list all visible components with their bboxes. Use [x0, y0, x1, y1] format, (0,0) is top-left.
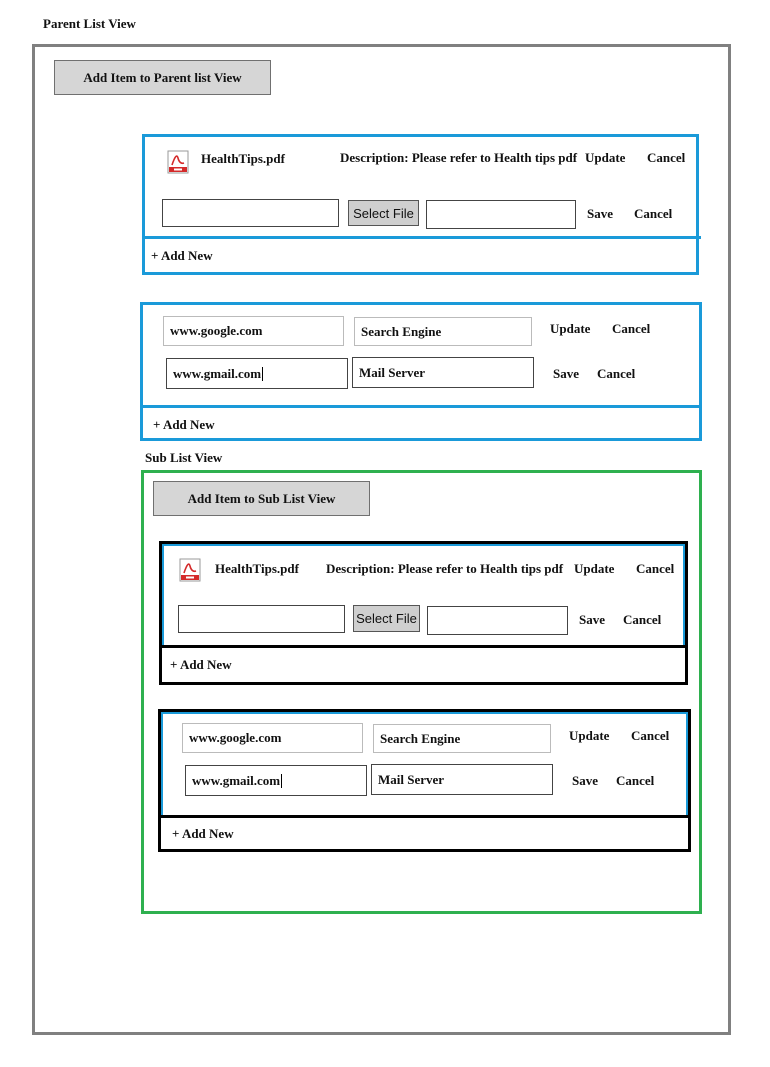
update-link[interactable]: Update — [550, 321, 591, 336]
url-field[interactable]: www.google.com — [182, 723, 363, 753]
parent-list-title: Parent List View — [43, 16, 136, 31]
update-link[interactable]: Update — [585, 150, 626, 165]
card-divider — [158, 815, 691, 818]
save-link[interactable]: Save — [587, 206, 613, 221]
label-input[interactable]: Mail Server — [371, 764, 553, 795]
add-new-link[interactable]: + Add New — [153, 417, 215, 432]
card-divider — [140, 405, 702, 408]
url-input[interactable] — [166, 358, 348, 389]
file-path-input[interactable] — [178, 605, 345, 633]
card-divider — [142, 236, 701, 239]
cancel-link[interactable]: Cancel — [636, 561, 675, 576]
cancel-link[interactable]: Cancel — [631, 728, 670, 743]
cancel-link[interactable]: Cancel — [616, 773, 655, 788]
add-new-link[interactable]: + Add New — [151, 248, 213, 263]
add-new-link[interactable]: + Add New — [170, 657, 232, 672]
save-link[interactable]: Save — [579, 612, 605, 627]
select-file-button[interactable]: Select File — [353, 605, 420, 632]
url-input-text: www.gmail.com — [192, 772, 281, 788]
save-link[interactable]: Save — [553, 366, 579, 381]
label-field[interactable]: Search Engine — [373, 724, 551, 753]
add-item-sub-button[interactable]: Add Item to Sub List View — [153, 481, 370, 516]
cancel-link[interactable]: Cancel — [612, 321, 651, 336]
file-description: Description: Please refer to Health tips pdf — [326, 561, 564, 576]
cancel-link[interactable]: Cancel — [597, 366, 636, 381]
file-description: Description: Please refer to Health tips pdf — [340, 150, 578, 165]
label-field[interactable]: Search Engine — [354, 317, 532, 346]
url-field[interactable]: www.google.com — [163, 316, 344, 346]
pdf-icon — [167, 150, 189, 174]
text-cursor — [281, 774, 282, 788]
url-input[interactable] — [185, 765, 367, 796]
update-link[interactable]: Update — [574, 561, 615, 576]
text-cursor — [262, 367, 263, 381]
file-name: HealthTips.pdf — [201, 151, 285, 166]
cancel-link[interactable]: Cancel — [634, 206, 673, 221]
add-new-link[interactable]: + Add New — [172, 826, 234, 841]
cancel-link[interactable]: Cancel — [647, 150, 686, 165]
file-name: HealthTips.pdf — [215, 561, 299, 576]
update-link[interactable]: Update — [569, 728, 610, 743]
url-input-text: www.gmail.com — [173, 365, 262, 381]
label-input[interactable]: Mail Server — [352, 357, 534, 388]
description-input[interactable] — [427, 606, 568, 635]
card-divider — [159, 645, 688, 648]
file-path-input[interactable] — [162, 199, 339, 227]
add-item-parent-button[interactable]: Add Item to Parent list View — [54, 60, 271, 95]
description-input[interactable] — [426, 200, 576, 229]
select-file-button[interactable]: Select File — [348, 200, 419, 226]
pdf-icon — [179, 558, 201, 582]
sub-list-title: Sub List View — [145, 450, 223, 465]
cancel-link[interactable]: Cancel — [623, 612, 662, 627]
save-link[interactable]: Save — [572, 773, 598, 788]
